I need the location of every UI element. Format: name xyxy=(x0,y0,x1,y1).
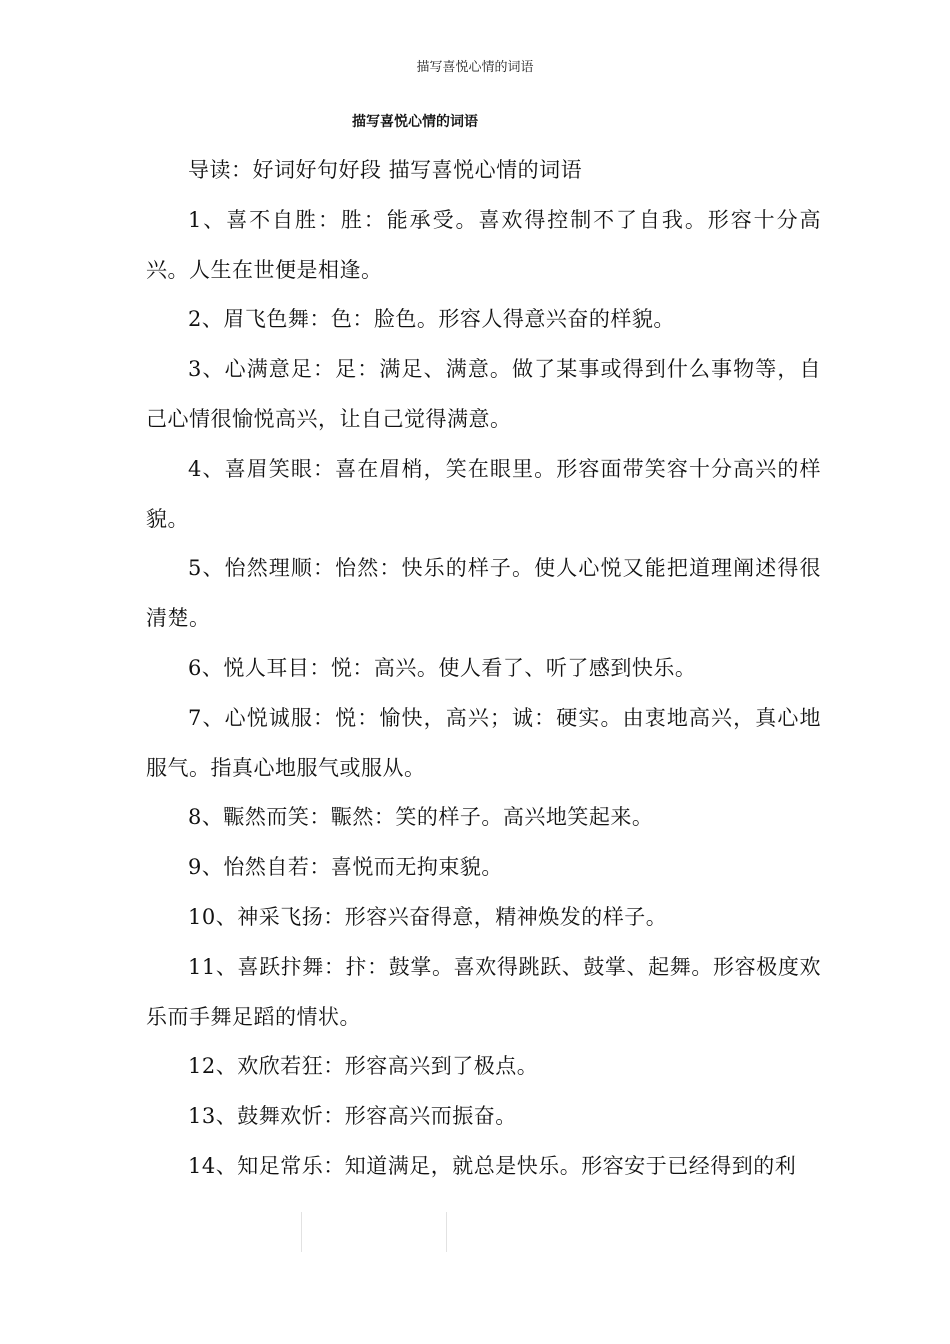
intro-paragraph: 导读：好词好句好段 描写喜悦心情的词语 xyxy=(188,158,583,182)
entry-paragraph: 6、悦人耳目：悦：高兴。使人看了、听了感到快乐。 xyxy=(188,655,697,680)
entry-paragraph: 12、欢欣若狂：形容高兴到了极点。 xyxy=(188,1054,539,1079)
entry-paragraph: 14、知足常乐：知道满足，就总是快乐。形容安于已经得到的利 xyxy=(188,1153,797,1178)
entry-paragraph: 5、怡然理顺：怡然：快乐的样子。使人心悦又能把道理阐述得很清楚。 xyxy=(146,556,821,631)
entry-paragraph: 2、眉飞色舞：色：脸色。形容人得意兴奋的样貌。 xyxy=(188,307,675,332)
entry-paragraph: 8、辴然而笑：辴然：笑的样子。高兴地笑起来。 xyxy=(188,805,654,830)
entry-paragraph: 10、神采飞扬：形容兴奋得意，精神焕发的样子。 xyxy=(188,904,668,929)
entry-paragraph: 4、喜眉笑眼：喜在眉梢，笑在眼里。形容面带笑容十分高兴的样貌。 xyxy=(146,456,821,531)
entry-paragraph: 7、心悦诚服：悦：愉快，高兴；诚：硬实。由衷地高兴，真心地服气。指真心地服气或服从。 xyxy=(146,705,821,780)
footer-divider-left xyxy=(301,1212,302,1252)
entry-paragraph: 11、喜跃抃舞：抃：鼓掌。喜欢得跳跃、鼓掌、起舞。形容极度欢乐而手舞足蹈的情状。 xyxy=(146,954,821,1029)
running-header: 描写喜悦心情的词语 xyxy=(416,60,534,75)
entry-paragraph: 3、心满意足：足：满足、满意。做了某事或得到什么事物等，自己心情很愉悦高兴，让自己觉得满意。 xyxy=(146,357,821,431)
entry-paragraph: 9、怡然自若：喜悦而无拘束貌。 xyxy=(188,855,503,880)
document-body xyxy=(146,146,821,1192)
entry-paragraph: 1、喜不自胜：胜：能承受。喜欢得控制不了自我。形容十分高兴。人生在世便是相逢。 xyxy=(146,207,821,282)
footer-divider-right xyxy=(446,1212,447,1252)
entry-paragraph: 13、鼓舞欢忻：形容高兴而振奋。 xyxy=(188,1104,517,1129)
document-title: 描写喜悦心情的词语 xyxy=(352,114,478,130)
